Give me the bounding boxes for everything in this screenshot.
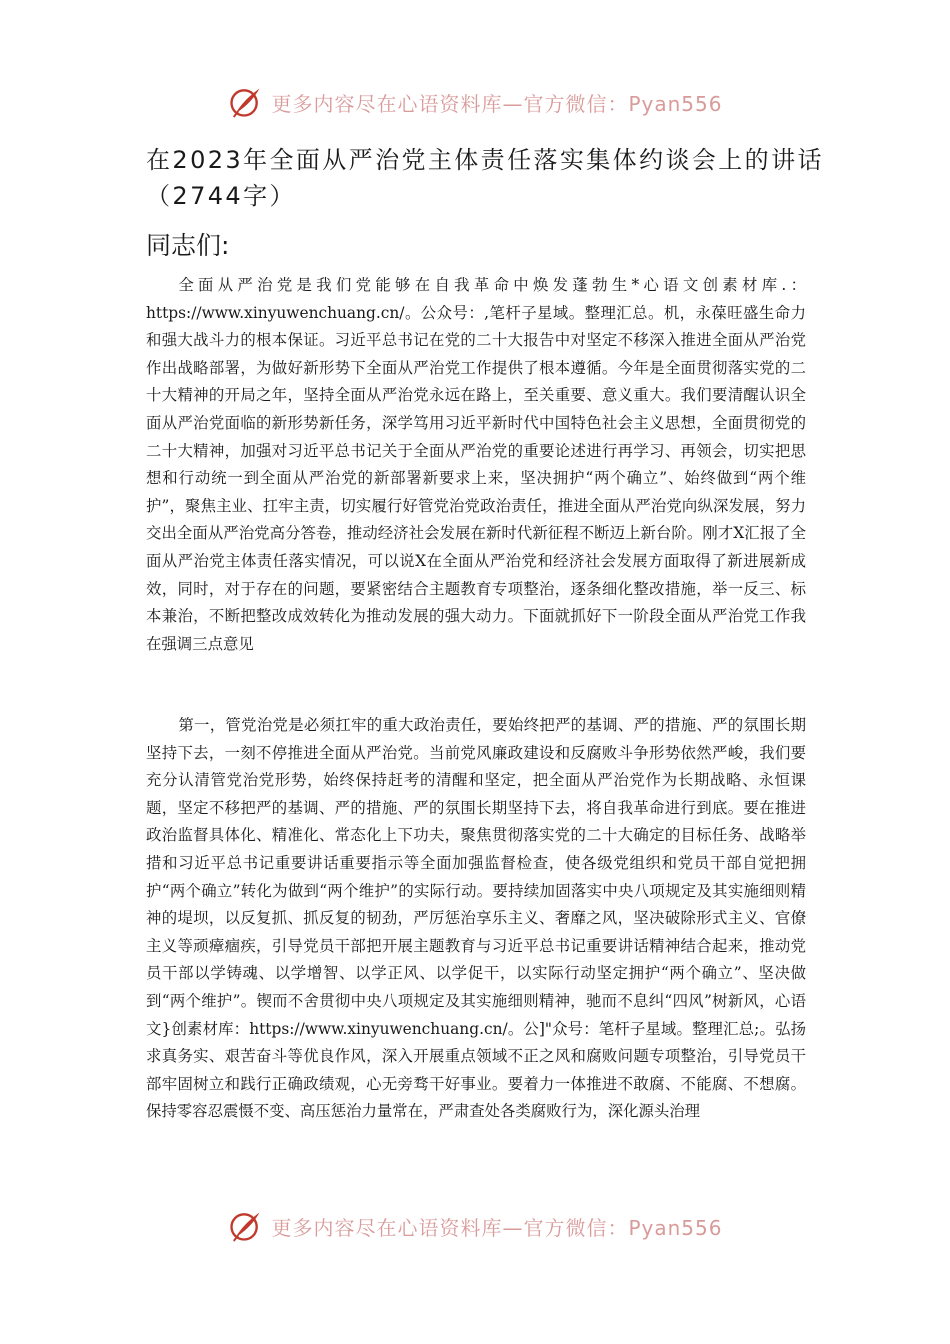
document-title: 在2023年全面从严治党主体责任落实集体约谈会上的讲话（2744字） [146, 146, 824, 210]
body-paragraph-2: 第一，管党治党是必须扛牢的重大政治责任，要始终把严的基调、严的措施、严的氛围长期坚持下去，一刻不停推进全面从严治党。当前党风廉政建设和反腐败斗争形势依然严峻，我们要充分认清管党治党形势，始终保持赶考的清醒和坚定，把全面从严治党作为长期战略、永恒课题，坚定不移把严的基调、严的措施、严的氛围长期坚持下去，将自我革命进行到底。要在推进政治监督具体化、精准化、常态化上下功夫，聚焦贯彻落实党的二十大确定的目标任务、战略举措和习近平总书记重要讲话重要指示等全面加强监督检查，使各级党组织和党员干部自觉把拥护“两个确立”转化为做到“两个维护”的实际行动。要持续加固落实中央八项规定及其实施细则精神的堤坝，以反复抓、抓反复的韧劲，严厉惩治享乐主义、奢靡之风，坚决破除形式主义、官僚主义等顽瘴痼疾，引导党员干部把开展主题教育与习近平总书记重要讲话精神结合起来，推动党员干部以学铸魂、以学增智、以学正风、以学促干，以实际行动坚定拥护“两个确立”、坚决做到“两个维护”。锲而不舍贯彻中央八项规定及其实施细则精神，驰而不息纠“四风”树新风，心语文}创素材库：https://www.xinyuwenchuang.cn/。公]"众号：笔杆子星域。整理汇总;。弘扬求真务实、艰苦奋斗等优良作风，深入开展重点领域不正之风和腐败问题专项整治，引导党员干部牢固树立和践行正确政绩观，心无旁骛干好事业。要着力一体推进不敢腐、不能腐、不想腐。保持零容忍震慑不变、高压惩治力量常在，严肃查处各类腐败行为，深化源头治理 [146, 716, 806, 1121]
banner-text: 更多内容尽在心语资料库—官方微信：Pyan556 [271, 91, 723, 116]
quill-logo-icon [227, 84, 263, 120]
body-paragraph-1: 全面从严治党是我们党能够在自我革命中焕发蓬勃生*心语文创素材库.：https://www.xinyuwenchuang.cn/。公众号：,笔杆子星域。整理汇总。机，永葆旺盛生命力和强大战斗力的根本保证。习近平总书记在党的二十大报告中对坚定不移深入推进全面从严治党作出战略部署，为做好新形势下全面从严治党工作提供了根本遵循。今年是全面贯彻落实党的二十大精神的开局之年，坚持全面从严治党永远在路上，至关重要、意义重大。我们要清醒认识全面从严治党面临的新形势新任务，深学笃用习近平新时代中国特色社会主义思想，全面贯彻党的二十大精神，加强对习近平总书记关于全面从严治党的重要论述进行再学习、再领会，切实把思想和行动统一到全面从严治党的新部署新要求上来，坚决拥护“两个确立”、始终做到“两个维护”，聚焦主业、扛牢主责，切实履行好管党治党政治责任，推进全面从严治党向纵深发展，努力交出全面从严治党高分答卷，推动经济社会发展在新时代新征程不断迈上新台阶。刚才X汇报了全面从严治党主体责任落实情况，可以说X在全面从严治党和经济社会发展方面取得了新进展新成效，同时，对于存在的问题，要紧密结合主题教育专项整治，逐条细化整改措施，举一反三、标本兼治，不断把整改成效转化为推动发展的强大动力。下面就抓好下一阶段全面从严治党工作我在强调三点意见 [146, 276, 806, 653]
footer-banner [0, 1208, 950, 1244]
quill-logo-icon [227, 1208, 263, 1244]
header-banner [0, 84, 950, 120]
banner-text: 更多内容尽在心语资料库—官方微信：Pyan556 [271, 1215, 723, 1240]
salutation: 同志们: [146, 231, 230, 260]
